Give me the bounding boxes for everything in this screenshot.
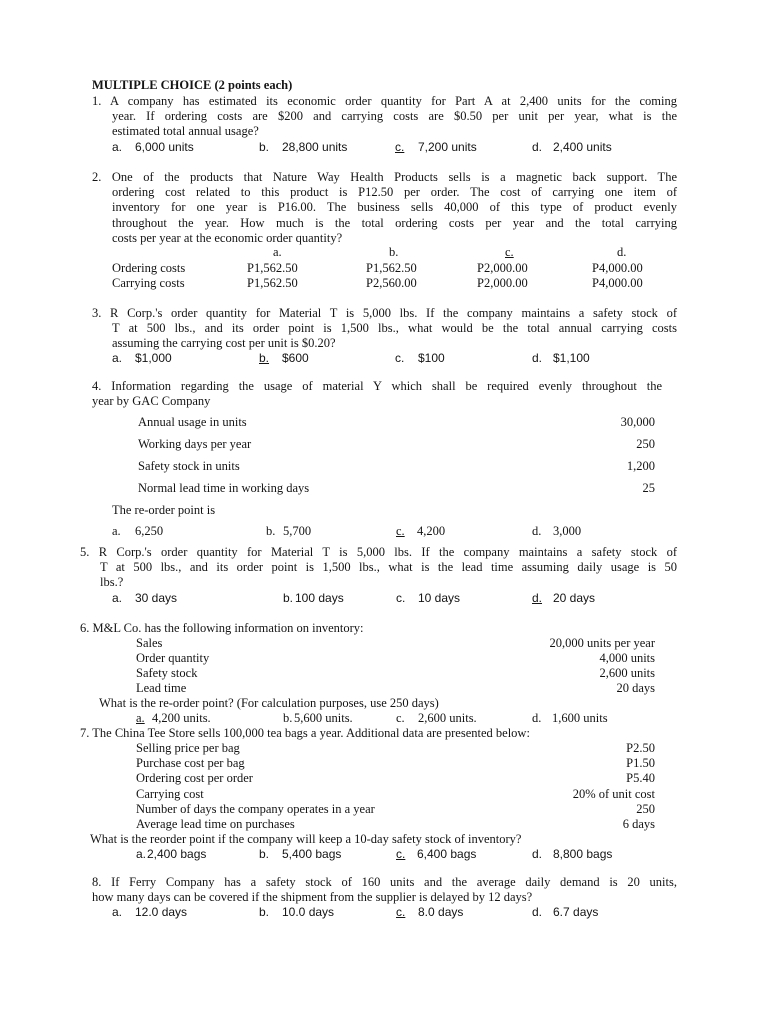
choice-letter: c. [396, 591, 406, 605]
q4-row-value: 250 [636, 437, 655, 451]
choice-letter: a. [112, 351, 123, 365]
q2-line-5: costs per year at the economic order quantity? [112, 231, 343, 245]
q3-line-2: T at 500 lbs., and its order point is 1,500 lbs., what would be the total annual carrying costs [112, 321, 677, 335]
choice-answer: 5,600 units. [294, 711, 353, 725]
choice-letter: c. [395, 351, 405, 365]
q7-row-label: Selling price per bag [136, 741, 240, 755]
choice-answer: 7,200 units [418, 140, 477, 154]
q6-row-label: Sales [136, 636, 163, 650]
q8-choices [112, 905, 599, 920]
q7-row-label: Number of days the company operates in a year [136, 802, 375, 816]
q2-col-a: a. [273, 245, 282, 259]
q7-row-value: P5.40 [626, 771, 655, 785]
choice-answer: $1,100 [553, 351, 590, 365]
q7-row-label: Carrying cost [136, 787, 204, 801]
choice-answer: 6,400 bags [417, 847, 477, 861]
q4-row-value: 1,200 [626, 459, 655, 473]
choice-answer: 2,600 units. [418, 711, 477, 725]
choice-answer: 3,000 [553, 524, 582, 538]
q2-row-value: P1,562.50 [366, 261, 417, 275]
choice-answer: 4,200 [417, 524, 446, 538]
choice-answer: 8.0 days [418, 905, 464, 919]
choice-letter-correct: c. [396, 524, 405, 538]
choice-letter: a. [112, 524, 121, 538]
q2-row-value: P2,000.00 [477, 261, 528, 275]
choice-answer: 10.0 days [282, 905, 335, 919]
q6-question: What is the re-order point? (For calculation purposes, use 250 days) [99, 696, 439, 710]
q7-row-label: Average lead time on purchases [136, 817, 295, 831]
q4-row-label: Annual usage in units [138, 415, 247, 429]
choice-answer: 100 days [295, 591, 344, 605]
choice-letter: d. [532, 351, 543, 365]
q7-intro: 7. The China Tee Store sells 100,000 tea bags a year. Additional data are presented below: [80, 726, 530, 740]
choice-letter: a. [112, 140, 123, 154]
choice-letter-correct: d. [532, 591, 543, 605]
q1-choices [112, 140, 612, 155]
choice-letter-correct: c. [395, 140, 405, 154]
choice-letter: a. [112, 591, 123, 605]
q2-row-value: P2,000.00 [477, 276, 528, 290]
choice-letter: b. [283, 711, 293, 725]
q1-line-1: 1. A company has estimated its economic order quantity for Part A at 2,400 units for the coming [92, 94, 677, 108]
q4-line-2: year by GAC Company [92, 394, 211, 408]
choice-answer: 28,800 units [282, 140, 348, 154]
q2-row-value: P2,560.00 [366, 276, 417, 290]
choice-answer: 2,400 bags [147, 847, 207, 861]
q4-row-value: 30,000 [620, 415, 655, 429]
q7-question: What is the reorder point if the company will keep a 10-day safety stock of inventory? [90, 832, 522, 846]
choice-answer: 6,250 [135, 524, 164, 538]
q4-choices [112, 524, 582, 539]
q2-col-c-correct: c. [505, 245, 514, 259]
choice-answer: $600 [282, 351, 309, 365]
q6-row-label: Safety stock [136, 666, 198, 680]
page-heading: MULTIPLE CHOICE (2 points each) [92, 78, 293, 92]
choice-answer: 4,200 units. [152, 711, 211, 725]
q7-row-value: P2.50 [626, 741, 655, 755]
q4-row-label: Normal lead time in working days [138, 481, 310, 495]
q6-row-value: 2,600 units [599, 666, 655, 680]
q2-row-label: Carrying costs [112, 276, 185, 290]
choice-answer: 10 days [418, 591, 461, 605]
choice-letter-correct: c. [396, 847, 406, 861]
q6-row-value: 20,000 units per year [549, 636, 655, 650]
choice-letter-correct: a. [136, 711, 145, 725]
q2-line-4: throughout the year. How much is the total ordering costs per year and the total carrying [112, 216, 677, 230]
choice-answer: 8,800 bags [553, 847, 613, 861]
choice-letter: b. [259, 140, 270, 154]
q4-row-label: Working days per year [138, 437, 252, 451]
q1-line-2: year. If ordering costs are $200 and carrying costs are $0.50 per unit per year, what is the [112, 109, 677, 123]
choice-letter: d. [532, 140, 543, 154]
choice-letter: a. [136, 847, 147, 861]
q2-row-value: P4,000.00 [592, 261, 643, 275]
choice-letter: d. [532, 524, 542, 538]
choice-answer: 6.7 days [553, 905, 599, 919]
choice-answer: 20 days [553, 591, 596, 605]
q7-row-label: Purchase cost per bag [136, 756, 245, 770]
q2-col-d: d. [617, 245, 627, 259]
q7-row-value: 20% of unit cost [572, 787, 655, 801]
q8-line-2: how many days can be covered if the shipment from the supplier is delayed by 12 days? [92, 890, 533, 904]
q2-row-value: P4,000.00 [592, 276, 643, 290]
choice-answer: 5,400 bags [282, 847, 342, 861]
q6-choices [136, 711, 608, 726]
choice-answer: 2,400 units [553, 140, 612, 154]
choice-letter: d. [532, 847, 543, 861]
q4-row-label: Safety stock in units [138, 459, 240, 473]
q6-row-value: 20 days [616, 681, 655, 695]
q7-row-value: 6 days [622, 817, 655, 831]
q3-choices [112, 351, 590, 366]
q2-row-value: P1,562.50 [247, 276, 298, 290]
q5-line-2: T at 500 lbs., and its order point is 1,500 lbs., what is the lead time assuming daily usage is 50 [100, 560, 677, 574]
choice-letter: c. [396, 711, 405, 725]
choice-letter: b. [266, 524, 276, 538]
choice-answer: $1,000 [135, 351, 172, 365]
q2-line-2: ordering cost related to this product is P12.50 per order. The cost of carrying one item of [112, 185, 677, 199]
choice-letter: d. [532, 905, 543, 919]
choice-answer: 12.0 days [135, 905, 188, 919]
choice-letter: b. [283, 591, 294, 605]
choice-answer: 30 days [135, 591, 178, 605]
choice-letter: a. [112, 905, 123, 919]
choice-letter-correct: b. [259, 351, 270, 365]
q6-intro: 6. M&L Co. has the following information on inventory: [80, 621, 364, 635]
q4-line-1: 4. Information regarding the usage of material Y which shall be required evenly throughout the [92, 379, 662, 393]
choice-letter: d. [532, 711, 542, 725]
q2-line-1: 2. One of the products that Nature Way Health Products sells is a magnetic back support. The [92, 170, 677, 184]
choice-answer: 5,700 [283, 524, 312, 538]
q2-row-value: P1,562.50 [247, 261, 298, 275]
q7-row-value: 250 [636, 802, 655, 816]
q8-line-1: 8. If Ferry Company has a safety stock of 160 units and the average daily demand is 20 units, [92, 875, 677, 889]
choice-letter: b. [259, 905, 270, 919]
q4-row-value: 25 [642, 481, 655, 495]
q3-line-3: assuming the carrying cost per unit is $0.20? [112, 336, 336, 350]
q1-line-3: estimated total annual usage? [112, 124, 259, 138]
choice-answer: 1,600 units [552, 711, 608, 725]
q6-row-label: Order quantity [136, 651, 210, 665]
q5-line-3: lbs.? [100, 575, 124, 589]
choice-letter-correct: c. [396, 905, 406, 919]
q7-choices [136, 847, 613, 862]
q3-line-1: 3. R Corp.'s order quantity for Material T is 5,000 lbs. If the company maintains a safety stock of [92, 306, 677, 320]
q5-choices [112, 591, 596, 606]
q4-question: The re-order point is [112, 503, 216, 517]
q7-row-value: P1.50 [626, 756, 655, 770]
q2-line-3: inventory for one year is P16.00. The business sells 40,000 of this type of product evenly [112, 200, 677, 214]
q2-col-b: b. [389, 245, 399, 259]
q5-line-1: 5. R Corp.'s order quantity for Material T is 5,000 lbs. If the company maintains a safety stock of [80, 545, 677, 559]
q2-row-label: Ordering costs [112, 261, 186, 275]
choice-answer: $100 [418, 351, 445, 365]
q6-row-value: 4,000 units [599, 651, 655, 665]
choice-answer: 6,000 units [135, 140, 194, 154]
q7-row-label: Ordering cost per order [136, 771, 253, 785]
q6-row-label: Lead time [136, 681, 187, 695]
choice-letter: b. [259, 847, 270, 861]
